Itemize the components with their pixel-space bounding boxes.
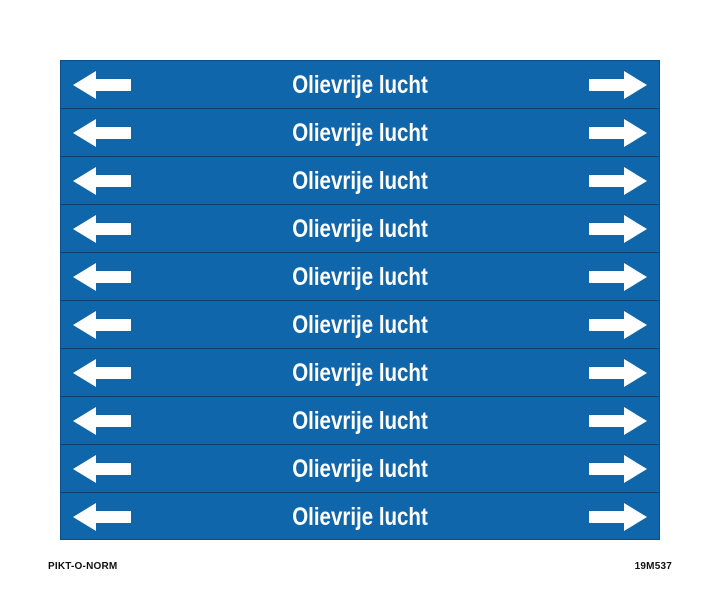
arrow-right-icon <box>588 118 648 148</box>
pipe-marker-label: Olievrije lucht <box>292 215 428 243</box>
pipe-marker-sheet <box>60 60 660 540</box>
arrow-right-icon <box>588 70 648 100</box>
pipe-marker-label: Olievrije lucht <box>292 263 428 291</box>
pipe-marker-label: Olievrije lucht <box>292 119 428 147</box>
pipe-marker-label: Olievrije lucht <box>292 503 428 531</box>
arrow-right-icon <box>588 406 648 436</box>
pipe-marker-label: Olievrije lucht <box>292 407 428 435</box>
pipe-marker-strip <box>61 61 659 109</box>
pipe-marker-label: Olievrije lucht <box>292 311 428 339</box>
pipe-marker-label: Olievrije lucht <box>292 71 428 99</box>
pipe-marker-label: Olievrije lucht <box>292 455 428 483</box>
brand-label: PIKT-O-NORM <box>48 561 118 572</box>
pipe-marker-strip <box>61 445 659 493</box>
arrow-right-icon <box>588 262 648 292</box>
arrow-right-icon <box>588 214 648 244</box>
pipe-marker-label: Olievrije lucht <box>292 359 428 387</box>
arrow-right-icon <box>588 502 648 532</box>
arrow-right-icon <box>588 310 648 340</box>
pipe-marker-strip <box>61 205 659 253</box>
pipe-marker-strip <box>61 397 659 445</box>
arrow-right-icon <box>588 166 648 196</box>
arrow-right-icon <box>588 358 648 388</box>
pipe-marker-strip <box>61 109 659 157</box>
pipe-marker-strip <box>61 493 659 541</box>
pipe-marker-label: Olievrije lucht <box>292 167 428 195</box>
pipe-marker-strip <box>61 157 659 205</box>
product-code: 19M537 <box>634 561 672 572</box>
pipe-marker-strip <box>61 301 659 349</box>
pipe-marker-strip <box>61 253 659 301</box>
pipe-marker-strip <box>61 349 659 397</box>
arrow-right-icon <box>588 454 648 484</box>
